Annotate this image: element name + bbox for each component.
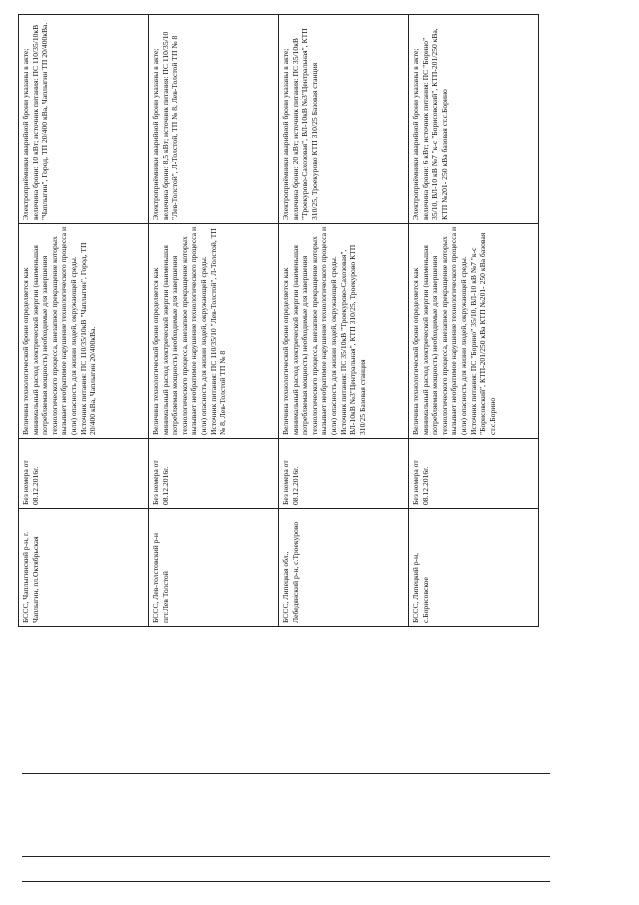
cell-description: Величина технологической брони определяется как минимальный расход электрической энергии (наименьшая потребляемая мощность) необходимые для завершения технологического процесса, внезапное прекращение которых вызывает необратимое нарушение технологического процесса и (или) опасность для жизни людей, окружающей среды. Источник питания: ПС 110/35/10 "Лев-Толстой", Л-Толстой, ТП № 8, Лев-Толстой ТП № 8 [149, 224, 279, 439]
ruled-line [22, 773, 550, 774]
cell-description: Величина технологической брони определяется как минимальный расход электрической энергии (наименьшая потребляемая мощность) необходимые для завершения технологического процесса, внезапное прекращение которых вызывает необратимое нарушение технологического процесса и (или) опасность для жизни людей, окружающей среды. Источник питания: ПС "Борино" 35/10, ВЛ-10 кВ №7 "к-с "Борисовский", КТП-201/250 кВа КТП №201- 250 кВа базовая ст.с.Борино [409, 224, 539, 439]
ruled-line [22, 881, 550, 882]
cell-place: БССС, Липецкая обл., Лебедянский р-н, с.Троекурово [279, 509, 409, 627]
ruled-line [22, 856, 550, 857]
reservation-table [18, 14, 539, 627]
table-row [19, 15, 149, 627]
cell-number: Без номера от 08.12.2016г. [279, 439, 409, 509]
cell-electric: Электроприёмники аварийной брони указаны в акте; величина брони: 10 кВт; источник питания: ПС 110/35/10кВ "Чаплыгин", Город, ТП 20/400 кВа, Чаплыгин ТП 20/400кВа. [19, 15, 149, 224]
cell-number: Без номера от 08.12.2016г. [149, 439, 279, 509]
cell-place: БССС, Чаплыгинский р-н, г. Чаплыгин, пл.Октябрьская [19, 509, 149, 627]
cell-place: БССС, Липецкий р-н, с.Борисовское [409, 509, 539, 627]
cell-electric: Электроприёмники аварийной брони указаны в акте; величина брони: 8,5 кВт; источник питания: ПС 110/35/10 "Лев-Толстой", Л-Толстой, ТП № 8, Лев-Толстой ТП № 8 [149, 15, 279, 224]
cell-number: Без номера от 08.12.2016г. [19, 439, 149, 509]
cell-description: Величина технологической брони определяется как минимальный расход электрической энергии (наименьшая потребляемая мощность) необходимые для завершения технологического процесса, внезапное прекращение которых вызывает необратимое нарушение технологического процесса и (или) опасность для жизни людей, окружающей среды. Источник питания: ПС 35/10кВ "Троекурово-Сахозовая", ВЛ-10кВ №3"Центральная", КТП 310/25, Троекурово КТП 310/25 Базовая станция [279, 224, 409, 439]
table-row [149, 15, 279, 627]
table-row [409, 15, 539, 627]
cell-electric: Электроприёмники аварийной брони указаны в акте; величина брони: 6 кВт; источник питания: ПС "Борино" 35/10, ВЛ-10 кВ №7 "к-с "Борисовский", КТП-201/250 кВа, КТП №201- 250 кВа базовая ст.с.Борино [409, 15, 539, 224]
cell-electric: Электроприёмники аварийной брони указаны в акте; величина брони: 20 кВт; источник питания: ПС 35/10кВ "Троекурово-Сахозовая", ВЛ-10кВ №3"Центральная", КТП 310/25, Троекурово КТП 310/25 Базовая станция [279, 15, 409, 224]
cell-place: БССС, Лев-толстовский р-н пгт.Лев Толстой [149, 509, 279, 627]
table-row [279, 15, 409, 627]
cell-description: Величина технологической брони определяется как минимальный расход электрической энергии (наименьшая потребляемая мощность) необходимые для завершения технологического процесса, внезапное прекращение которых вызывает необратимое нарушение технологического процесса и (или) опасность для жизни людей, окружающей среды. Источник питания: ПС 110/35/10кВ "Чаплыгин", Город, ТП 20/400 кВа, Чаплыгин 20/400кВа. [19, 224, 149, 439]
cell-number: Без номера от 08.12.2016г. [409, 439, 539, 509]
